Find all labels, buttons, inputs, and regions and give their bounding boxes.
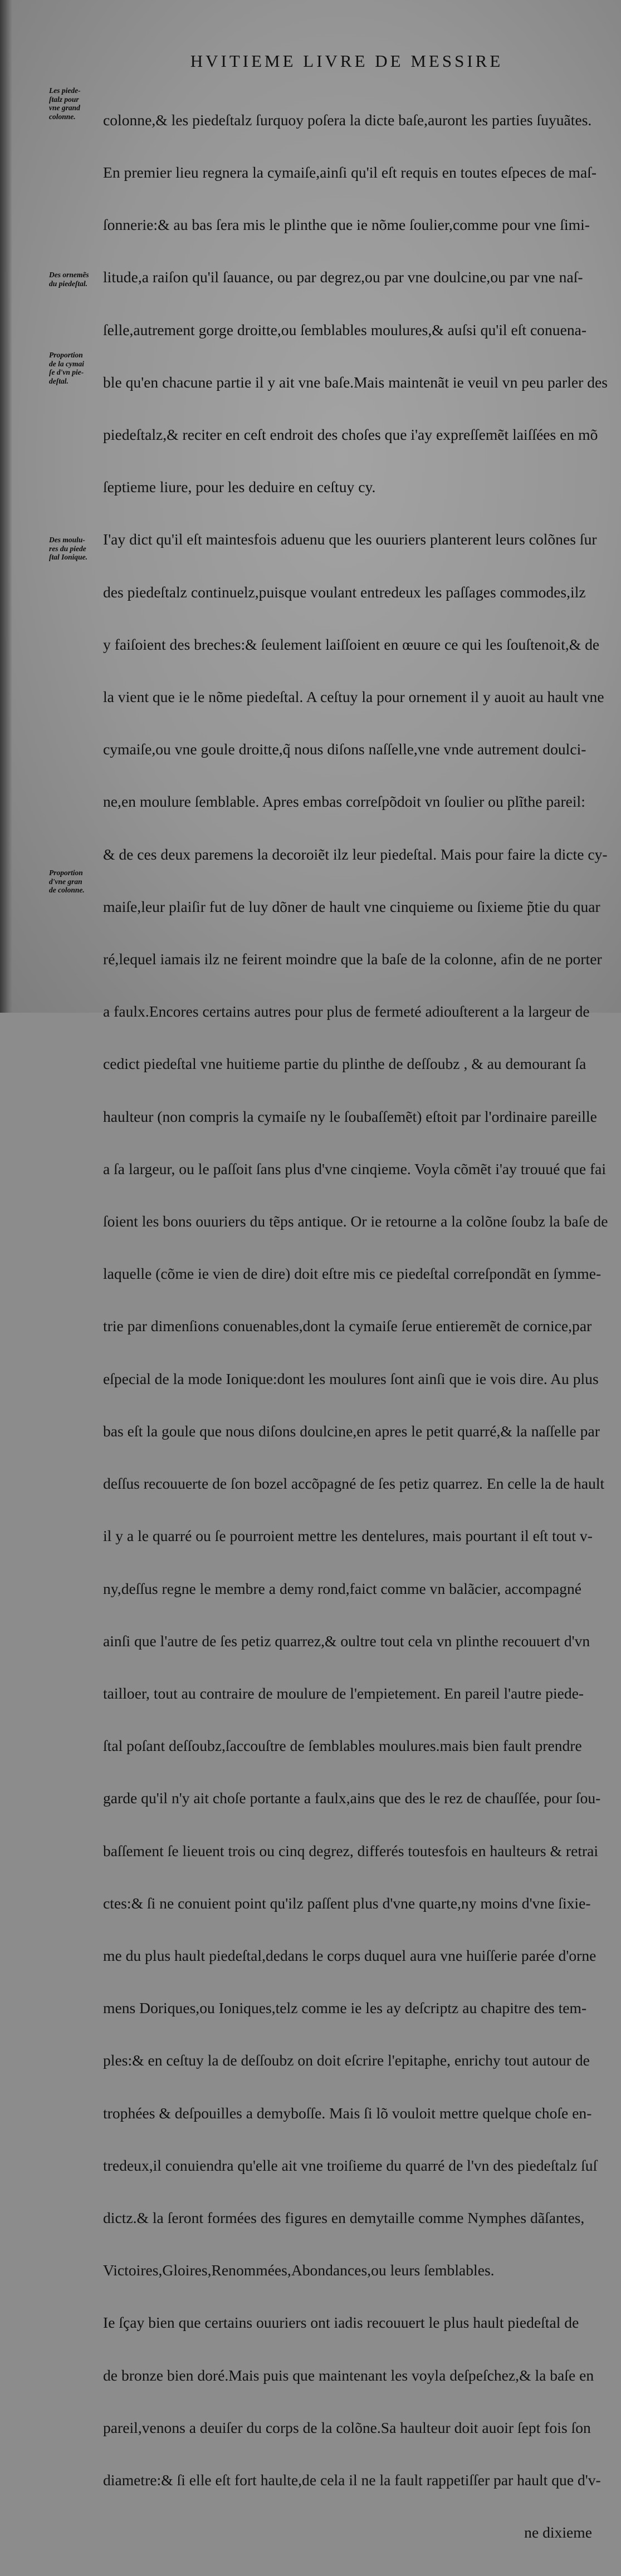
text-line: de bronze bien doré.Mais puis que maintenant les voyla deſpeſchez,& la baſe en [103,2366,594,2384]
text-line: ble qu'en chacune partie il y ait vne baſe.Mais maintenãt ie veuil vn peu parler des [103,373,608,391]
text-line: trie par dimenſions conuenables,dont la cymaiſe ſerue entieremẽt de cornice,par [103,1317,592,1335]
margin-note: Proportion d'vne gran de colonne. [49,869,85,894]
text-line: y faiſoient des breches:& ſeulement laiſſoient en œuure ce qui les ſouſtenoit,& de [103,635,600,653]
text-line: ſonnerie:& au bas ſera mis le plinthe que ie nõme ſoulier,comme pour vne ſimi- [103,216,590,234]
text-line: cedict piedeſtal vne huitieme partie du plinthe de deſſoubz , & au demourant ſa [103,1055,586,1073]
text-line: ne,en moulure ſemblable. Apres embas correſpõdoit vn ſoulier ou plĩthe pareil: [103,793,585,811]
text-line: tailloer, tout au contraire de moulure de l'empietement. En pareil l'autre piede- [103,1684,584,1702]
text-line: mens Doriques,ou Ioniques,telz comme ie les ay deſcriptz au chapitre des tem- [103,1999,587,2017]
text-line: Victoires,Gloires,Renommées,Abondances,ou leurs ſemblables. [103,2261,495,2279]
margin-note: Des ornemẽs du piedeſtal. [49,271,89,288]
text-line: baſſement ſe lieuent trois ou cinq degrez, differés toutesfois en haulteurs & retrai [103,1842,599,1859]
text-line: ſtal poſant deſſoubz,ſaccouſtre de ſemblables moulures.mais bien fault prendre [103,1737,582,1755]
body-text [103,76,608,2576]
text-line: laquelle (cõme ie vien de dire) doit eſtre mis ce piedeſtal correſpondãt en ſymme- [103,1265,602,1283]
running-head: HVITIEME LIVRE DE MESSIRE [190,51,503,71]
text-line: des piedeſtalz continuelz,puisque voulant entredeux les paſſages commodes,ilz [103,583,586,601]
text-line: a ſa largeur, ou le paſſoit ſans plus d'vne cinqieme. Voyla cõmẽt i'ay trouué que fai [103,1160,607,1177]
text-line: & de ces deux paremens la decoroiẽt ilz leur piedeſtal. Mais pour faire la dicte cy- [103,845,608,863]
text-line: garde qu'il n'y ait choſe portante a faulx,ains que des le rez de chauſſée, pour ſou- [103,1789,601,1807]
text-line: piedeſtalz,& reciter en ceſt endroit des choſes que i'ay expreſſemẽt laiſſées en mõ [103,426,598,444]
text-line: ré,lequel iamais ilz ne feirent moindre que la baſe de la colonne, afin de ne porter [103,950,602,968]
text-line: ainſi que l'autre de ſes petiz quarrez,& oultre tout cela vn plinthe recouuert d'vn [103,1632,590,1650]
text-line: a faulx.Encores certains autres pour plus de fermeté adiouſterent a la largeur de [103,1003,590,1020]
text-line: bas eſt la goule que nous diſons doulcine,en apres le petit quarré,& la naſſelle par [103,1422,600,1440]
text-line: ſoient les bons ouuriers du tẽps antique. Or ie retourne a la colõne ſoubz la baſe de [103,1213,608,1230]
text-line: la vient que ie le nõme piedeſtal. A ceſtuy la pour ornement il y auoit au hault vne [103,688,604,706]
text-line: tredeux,il conuiendra qu'elle ait vne troiſieme du quarré de l'vn des piedeſtalz ſuſ [103,2156,598,2174]
text-line: Ie ſçay bien que certains ouuriers ont iadis recouuert le plus hault piedeſtal de [103,2314,579,2332]
text-line: En premier lieu regnera la cymaiſe,ainſi qu'il eſt requis en toutes eſpeces de maſ- [103,164,597,181]
catchword: ne dixieme [524,2524,592,2541]
margin-note: Proportion de la cymai ſe d'vn pie- deſtal. [49,351,84,385]
text-line: il y a le quarré ou ſe pourroient mettre les dentelures, mais pourtant il eſt tout v- [103,1527,593,1545]
text-line: colonne,& les piedeſtalz ſurquoy poſera la dicte baſe,auront les parties ſuyuãtes. [103,111,592,129]
text-line: ny,deſſus regne le membre a demy rond,faict comme vn balãcier, accompagné [103,1579,582,1597]
text-line: haulteur (non compris la cymaiſe ny le ſoubaſſemẽt) eſtoit par l'ordinaire pareille [103,1107,597,1125]
text-line: litude,a raiſon qu'il ſauance, ou par degrez,ou par vne doulcine,ou par vne naſ- [103,268,583,286]
text-line: ctes:& ſi ne conuient point qu'ilz paſſent plus d'vne quarte,ny moins d'vne ſixie- [103,1894,591,1912]
text-line: me du plus hault piedeſtal,dedans le corps duquel aura vne huiſſerie parée d'orne [103,1946,596,1964]
text-line: dictz.& la ſeront formées des figures en demytaille comme Nymphes dãſantes, [103,2209,585,2226]
text-line: I'ay dict qu'il eſt maintesfois aduenu que les ouuriers planterent leurs colõnes ſur [103,531,597,548]
page-edge-shadow [0,0,12,1013]
text-line: ples:& en ceſtuy la de deſſoubz on doit eſcrire l'epitaphe, enrichy tout autour de [103,2052,590,2069]
margin-note: Des moulu- res du piede ſtal Ionique. [49,536,88,561]
text-line: eſpecial de la mode Ionique:dont les moulures ſont ainſi que ie vois dire. Au plus [103,1370,599,1387]
text-line: ſelle,autrement gorge droitte,ou ſemblables moulures,& auſsi qu'il eſt conuena- [103,321,587,338]
text-line: diametre:& ſi elle eſt fort haulte,de cela il ne la fault rappetiſſer par hault que d'v- [103,2471,601,2489]
text-line: deſſus recouuerte de ſon bozel accõpagné de ſes petiz quarrez. En celle la de hault [103,1475,605,1493]
text-line: maiſe,leur plaiſir fut de luy dõner de hault vne cinquieme ou ſixieme p̃tie du quar [103,897,600,915]
text-line: trophées & deſpouilles a demyboſſe. Mais ſi lõ vouloit mettre quelque choſe en- [103,2104,592,2122]
margin-note: Les piede- ſtalz pour vne grand colonne. [49,86,81,121]
text-line: cymaiſe,ou vne goule droitte,q̃ nous diſons naſſelle,vne vnde autrement doulci- [103,740,586,758]
text-line: ſeptieme liure, pour les deduire en ceſtuy cy. [103,478,376,496]
text-line: pareil,venons a deuiſer du corps de la colõne.Sa haulteur doit auoir ſept fois ſon [103,2418,591,2436]
